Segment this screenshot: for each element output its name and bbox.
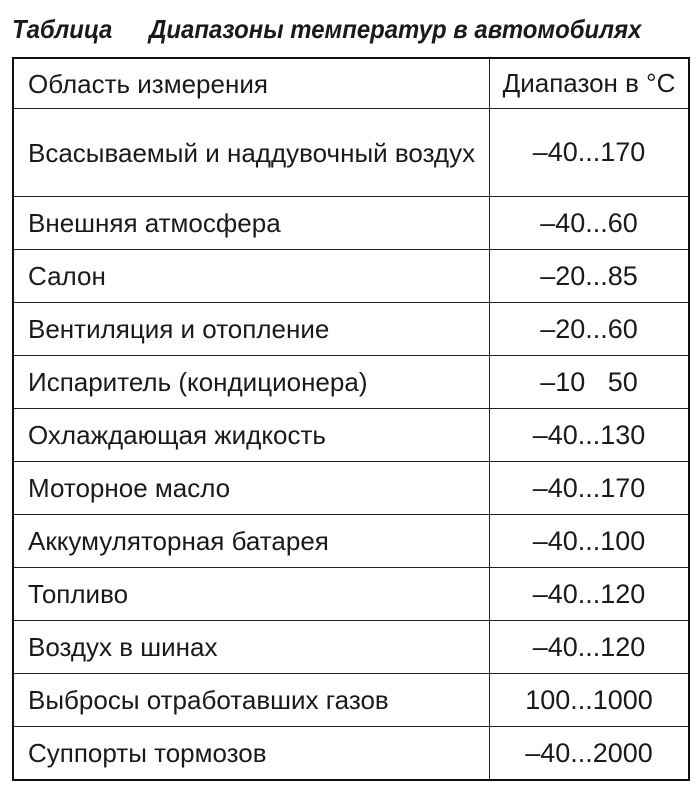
row-range: –40...170 (532, 472, 646, 503)
row-area: Салон (14, 250, 490, 302)
table-row (14, 461, 688, 514)
table-header-row (14, 59, 688, 108)
table-row (14, 514, 688, 567)
row-range: –20...85 (540, 260, 638, 291)
row-range: –40...170 (532, 137, 646, 167)
table-caption (12, 8, 641, 50)
table-row (14, 196, 688, 249)
row-area: Топливо (14, 568, 490, 620)
table-row (14, 408, 688, 461)
row-area: Внешняя атмосфера (14, 197, 490, 249)
row-range: –10 50 (540, 366, 638, 397)
table-row (14, 302, 688, 355)
row-range: –40...100 (532, 525, 646, 556)
table-row (14, 108, 688, 196)
row-range: –40...2000 (525, 737, 653, 768)
row-area: Испаритель (кондиционера) (14, 356, 490, 408)
temperature-ranges-table (12, 57, 690, 781)
table-row (14, 726, 688, 779)
header-range: Диапазон в °C (502, 68, 676, 98)
row-range: –40...130 (532, 419, 646, 450)
row-area: Всасываемый и наддувочный воздух (14, 109, 490, 196)
table-row (14, 620, 688, 673)
row-area: Охлаждающая жидкость (14, 409, 490, 461)
row-area: Выбросы отработавших газов (14, 674, 490, 726)
row-range: –20...60 (540, 313, 638, 344)
row-range: –40...120 (532, 631, 646, 662)
table-row (14, 567, 688, 620)
row-area: Вентиляция и отопление (14, 303, 490, 355)
row-range: –40...120 (532, 578, 646, 609)
header-area: Область измерения (14, 59, 490, 108)
table-row (14, 355, 688, 408)
caption-title: Диапазоны температур в автомобилях (149, 13, 642, 44)
row-area: Воздух в шинах (14, 621, 490, 673)
table-row (14, 249, 688, 302)
table-row (14, 673, 688, 726)
row-range: –40...60 (540, 207, 638, 238)
row-range: 100...1000 (525, 684, 653, 715)
row-area: Моторное масло (14, 462, 490, 514)
caption-label: Таблица (12, 13, 113, 44)
row-area: Аккумуляторная батарея (14, 515, 490, 567)
row-area: Суппорты тормозов (14, 727, 490, 779)
